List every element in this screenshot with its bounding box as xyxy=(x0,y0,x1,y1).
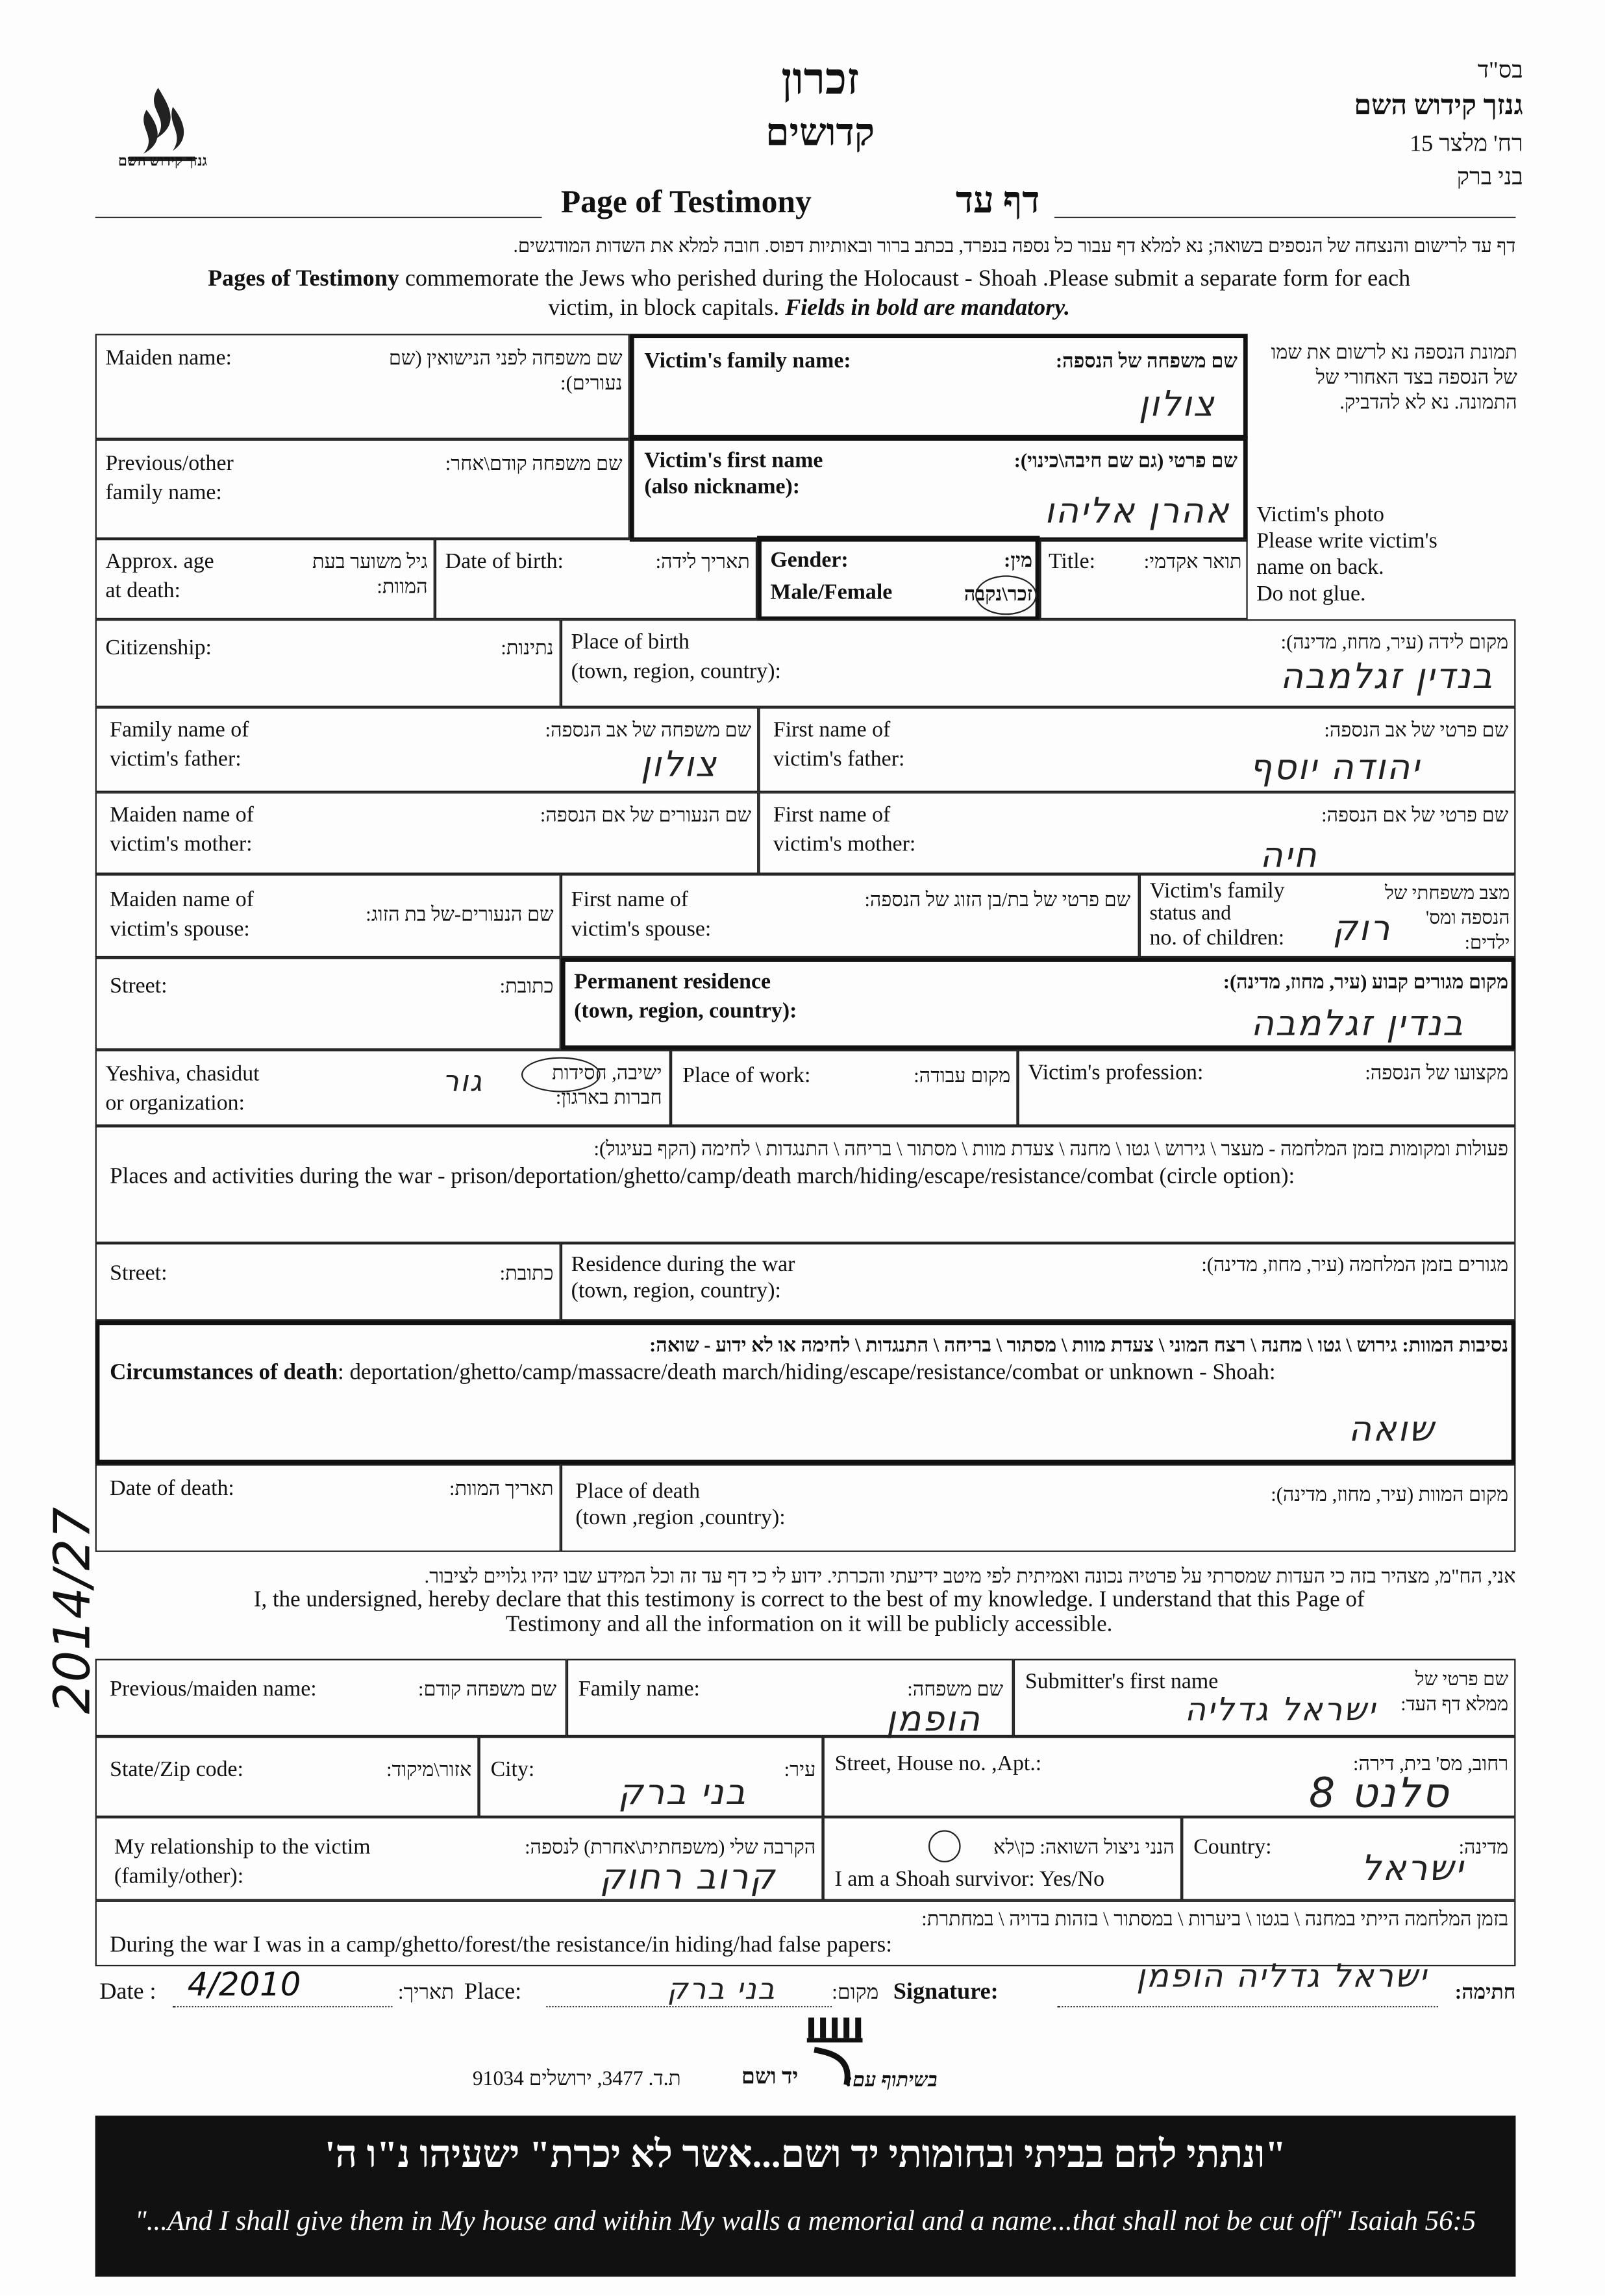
maiden-name-label-he: שם משפחה לפני הנישואין (שם נעורים): xyxy=(388,347,623,394)
title-kedoshim: קדושים xyxy=(765,111,875,154)
org-city: בני ברק xyxy=(1456,165,1523,191)
perm-res-label-1: Permanent residence xyxy=(574,970,771,994)
declaration-en-1: I, the undersigned, hereby declare that this testimony is correct to the best of my knowledge. I understand that this Page of xyxy=(253,1586,1365,1612)
mother-first-label-2: victim's mother: xyxy=(773,833,916,857)
sub-family-value: הופמן xyxy=(886,1698,982,1740)
war-activities-en: Places and activities during the war - prison/deportation/ghetto/camp/death march/hiding/escape/resistance/combat (circle option): xyxy=(110,1164,1295,1189)
father-family-label-2: victim's father: xyxy=(110,748,242,772)
victim-family-name-label-he: שם משפחה של הנספה: xyxy=(1056,350,1238,372)
work-label-he: מקום עבודה: xyxy=(914,1064,1011,1087)
sub-family-label: Family name: xyxy=(578,1677,700,1701)
rel-label-1: My relationship to the victim xyxy=(114,1836,371,1860)
mother-first-value: חיה xyxy=(1260,834,1318,876)
date-label-he: תאריך: xyxy=(397,1982,454,2005)
pod-label-he: מקום המוות (עיר, מחוז, מדינה): xyxy=(1271,1483,1509,1505)
photo-box-en-1: Victim's photo xyxy=(1256,503,1384,527)
declaration-he: אני, הח"מ, מצהיר בזה כי העדות שמסרתי על פרטיה נכונה ואמיתית לפי מיטב ידיעתי והכרתי. ידוע לי כי דף עד זה וכל המידע שבו יהיו גלויים לציבור. xyxy=(424,1565,1516,1587)
zip-label: State/Zip code: xyxy=(110,1758,243,1782)
country-label: Country: xyxy=(1193,1836,1272,1860)
yeshiva-label-he: ישיבה, חסידות חברות בארגון: xyxy=(552,1061,662,1109)
status-label-2: status and xyxy=(1149,903,1231,926)
mother-maiden-label-1: Maiden name of xyxy=(110,804,254,828)
margin-note: 2014/27 xyxy=(44,1507,103,1714)
pob-value: בנדין זגלמבה xyxy=(1280,656,1494,697)
rel-value: קרוב רחוק xyxy=(599,1856,777,1898)
father-first-label-2: victim's father: xyxy=(773,748,905,772)
sub-street-label-he: רחוב, מס' בית, דירה: xyxy=(1353,1752,1509,1775)
survivor-label-he: הנני ניצול השואה: כן\לא xyxy=(993,1836,1175,1858)
street-label: Street: xyxy=(110,975,168,999)
org-street: רח' מלצר 15 xyxy=(1410,131,1523,157)
father-family-label-he: שם משפחה של אב הנספה: xyxy=(545,719,752,741)
title-rule-left xyxy=(95,217,542,218)
dob-label-he: תאריך לידה: xyxy=(655,550,750,573)
gender-label-he: מין: xyxy=(1004,549,1033,571)
menorah-icon xyxy=(802,2015,876,2088)
war-res-label-1: Residence during the war xyxy=(571,1253,795,1277)
father-first-label-he: שם פרטי של אב הנספה: xyxy=(1324,719,1509,741)
yeshiva-value: גור xyxy=(442,1063,484,1098)
previous-name-label-he: שם משפחה קודם\אחר: xyxy=(445,452,623,475)
father-first-value: יהודה יוסף xyxy=(1249,747,1421,788)
pod-label-2: (town ,region ,country): xyxy=(575,1506,786,1530)
spouse-maiden-label-2: victim's spouse: xyxy=(110,918,250,942)
age-label-he: גיל משוער בעת המוות: xyxy=(312,550,428,598)
rel-label-2: (family/other): xyxy=(114,1865,244,1889)
gender-label-1: Gender: xyxy=(770,549,849,573)
signature-label: Signature: xyxy=(893,1979,999,2005)
sub-street-label: Street, House no. ,Apt.: xyxy=(834,1752,1042,1776)
title-zikaron: זכרון xyxy=(781,55,859,105)
intro-en-line1 xyxy=(103,267,1516,293)
city-label-he: עיר: xyxy=(784,1758,816,1781)
spouse-first-label-2: victim's spouse: xyxy=(571,918,712,942)
sub-family-label-he: שם משפחה: xyxy=(907,1677,1004,1700)
date-line xyxy=(173,2006,392,2007)
age-label-1: Approx. age xyxy=(105,550,214,574)
date-value[interactable]: 4/2010 xyxy=(187,1968,301,2005)
circumstances-en xyxy=(110,1360,1275,1387)
war-location-en: During the war I was in a camp/ghetto/forest/the resistance/in hiding/had false papers: xyxy=(110,1932,892,1958)
dod-label: Date of death: xyxy=(110,1477,234,1501)
victim-first-name-label-he: שם פרטי (גם שם חיבה\כינוי): xyxy=(1014,449,1238,472)
date-label: Date : xyxy=(99,1979,156,2005)
war-street-label-he: כתובת: xyxy=(499,1262,554,1285)
logo-text: גנזך קידוש השם xyxy=(118,153,207,170)
sub-first-label: Submitter's first name xyxy=(1025,1670,1219,1694)
partner-label: בשיתוף עם: xyxy=(846,2069,938,2091)
dod-label-he: תאריך המוות: xyxy=(449,1477,554,1500)
place-label-he: מקום: xyxy=(832,1982,879,2005)
intro-he: דף עד לרישום והנצחה של הנספים בשואה; נא למלא דף עבור כל נספה בנפרד, בכתב ברור ובאותיות דפוס. חובה למלא את השדות המודגשים. xyxy=(513,234,1516,256)
status-label-1: Victim's family xyxy=(1149,880,1285,904)
circumstances-en-bold: Circumstances of death xyxy=(110,1360,338,1385)
rel-label-he: הקרבה שלי (משפחתית\אחרת) לנספה: xyxy=(525,1836,816,1858)
street-field[interactable] xyxy=(95,957,561,1050)
street-label-he: כתובת: xyxy=(499,975,554,997)
place-label: Place: xyxy=(464,1979,522,2005)
mother-maiden-label-he: שם הנעורים של אם הנספה: xyxy=(540,804,752,826)
signature-value[interactable]: ישראל גדליה הופמן xyxy=(1136,1958,1428,1996)
title-rule-right xyxy=(1054,217,1515,218)
sub-prev-label: Previous/maiden name: xyxy=(110,1677,317,1701)
war-res-label-he: מגורים בזמן המלחמה (עיר, מחוז, מדינה): xyxy=(1201,1253,1509,1276)
pob-label-he: מקום לידה (עיר, מחוז, מדינה): xyxy=(1280,631,1509,653)
declaration-en-2: Testimony and all the information on it will be publicly accessible. xyxy=(505,1612,1113,1637)
sub-first-label-he: שם פרטי של ממלא דף העד: xyxy=(1400,1668,1509,1715)
intro-en-text: commemorate the Jews who perished during the Holocaust - Shoah .Please submit a separate form for each xyxy=(399,266,1411,291)
sub-prev-label-he: שם משפחה קודם: xyxy=(418,1677,557,1700)
war-activities-he: פעולות ומקומות בזמן המלחמה - מעצר \ גירוש \ גטו \ מחנה \ צעדת מוות \ מסתור \ בריחה \ התנגדות \ לחימה (הקף בעיגול): xyxy=(593,1137,1509,1160)
bsd-text: בס"ד xyxy=(1477,58,1523,84)
intro-en-bold: Pages of Testimony xyxy=(208,266,399,291)
yeshiva-label-2: or organization: xyxy=(105,1092,245,1116)
maiden-name-label: Maiden name: xyxy=(105,347,232,371)
war-street-label: Street: xyxy=(110,1262,168,1286)
spouse-first-label-1: First name of xyxy=(571,889,689,913)
survivor-no-circle xyxy=(928,1830,961,1862)
circumstances-value: שואה xyxy=(1348,1408,1436,1450)
footer-quote-en: "...And I shall give them in My house and within My walls a memorial and a name...that shall not be cut off" Isaiah 56:5 xyxy=(134,2206,1476,2238)
footer-band xyxy=(95,2116,1516,2277)
title-label: Title: xyxy=(1048,550,1096,574)
perm-res-label-he: מקום מגורים קבוע (עיר, מחוז, מדינה): xyxy=(1223,970,1509,993)
circumstances-he: נסיבות המוות: גירוש \ גטו \ מחנה \ רצח המוני \ צעדת מוות \ מסתור \ בריחה \ התנגדות \ לחימה או לא ידוע - שואה: xyxy=(649,1333,1509,1356)
intro-en-mandatory: Fields in bold are mandatory. xyxy=(785,295,1070,321)
victim-family-name-label: Victim's family name: xyxy=(644,350,851,374)
circumstances-en-text: : deportation/ghetto/camp/massacre/death march/hiding/escape/resistance/combat or unknown - Shoah: xyxy=(338,1360,1276,1385)
survivor-label-en: I am a Shoah survivor: Yes/No xyxy=(834,1868,1105,1892)
gender-label-2: Male/Female xyxy=(770,581,893,605)
mother-maiden-label-2: victim's mother: xyxy=(110,833,253,857)
spouse-first-label-he: שם פרטי של בת/בן הזוג של הנספה: xyxy=(864,889,1131,911)
status-label-3: no. of children: xyxy=(1149,926,1285,950)
yad-vashem-address: ת.ד. 3477, ירושלים 91034 xyxy=(472,2069,681,2091)
citizenship-label: Citizenship: xyxy=(105,637,212,661)
profession-label: Victim's profession: xyxy=(1028,1061,1204,1085)
gender-male-circle xyxy=(975,575,1037,615)
mother-first-label-1: First name of xyxy=(773,804,891,828)
father-family-label-1: Family name of xyxy=(110,719,249,743)
zip-label-he: אזור\מיקוד: xyxy=(386,1758,472,1781)
spouse-maiden-label-1: Maiden name of xyxy=(110,889,254,913)
age-label-2: at death: xyxy=(105,580,180,604)
perm-res-label-2: (town, region, country): xyxy=(574,1000,797,1024)
victim-family-name-value: צולון xyxy=(1138,383,1216,425)
logo-icon xyxy=(114,80,210,197)
spouse-maiden-label-he: שם הנעורים-של בת הזוג: xyxy=(366,903,554,926)
victim-first-name-value: אהרן אליהו xyxy=(1044,490,1230,532)
photo-box-en-2: Please write victim's xyxy=(1256,530,1437,554)
citizenship-field[interactable] xyxy=(95,619,561,707)
footer-quote-he: "ונתתי להם בביתי ובחומותי יד ושם...אשר לא יכרת" ישעיהו נ"ו ה' xyxy=(325,2133,1286,2176)
country-value: ישראל xyxy=(1361,1847,1465,1889)
sub-street-value: סלנט 8 xyxy=(1308,1768,1450,1818)
perm-res-value: בנדין זגלמבה xyxy=(1250,1003,1465,1044)
photo-box-en-3: name on back. xyxy=(1256,556,1384,580)
profession-label-he: מקצועו של הנספה: xyxy=(1365,1061,1509,1084)
status-value: רוק xyxy=(1332,907,1391,949)
city-label: City: xyxy=(490,1758,535,1782)
war-res-label-2: (town, region, country): xyxy=(571,1279,781,1303)
photo-box-en-4: Do not glue. xyxy=(1256,582,1366,606)
war-location-he: בזמן המלחמה הייתי במחנה \ בגטו \ ביערות \ במסתור \ בזהות בדויה \ במחתרת: xyxy=(921,1907,1509,1930)
signature-label-he: חתימה: xyxy=(1454,1982,1516,2005)
yeshiva-label-1: Yeshiva, chasidut xyxy=(105,1063,260,1087)
country-label-he: מדינה: xyxy=(1458,1836,1509,1858)
status-label-he: מצב משפחתי של הנספה ומס' ילדים: xyxy=(1384,881,1510,954)
pob-label-2: (town, region, country): xyxy=(571,660,781,684)
father-family-value: צולון xyxy=(640,743,718,785)
mother-first-label-he: שם פרטי של אם הנספה: xyxy=(1321,804,1509,826)
intro-en-text-2: victim, in block capitals. xyxy=(548,295,786,321)
place-value[interactable]: בני ברק xyxy=(667,1970,777,2006)
victim-first-name-label-2: (also nickname): xyxy=(644,476,801,500)
pob-label-1: Place of birth xyxy=(571,631,690,655)
previous-name-label-1: Previous/other xyxy=(105,452,234,476)
gender-options-he: זכר\נקבה xyxy=(964,582,1033,605)
chasidut-circle xyxy=(521,1057,601,1092)
father-first-label-1: First name of xyxy=(773,719,891,743)
city-value: בני ברק xyxy=(617,1771,747,1813)
page-title-en: Page of Testimony xyxy=(560,182,812,220)
title-label-he: תואר אקדמי: xyxy=(1143,550,1242,573)
page-title-he: דף עד xyxy=(955,181,1040,221)
yad-vashem-label: יד ושם xyxy=(741,2066,799,2090)
intro-en-line2 xyxy=(103,296,1516,323)
previous-name-label-2: family name: xyxy=(105,482,222,506)
citizenship-label-he: נתינות: xyxy=(501,637,554,659)
place-line xyxy=(546,2006,832,2007)
photo-box-he: תמונת הנספה נא לרשום את שמו של הנספה בצד האחורי של התמונה. נא לא להדביק. xyxy=(1271,341,1517,414)
sub-first-value: ישראל גדליה xyxy=(1184,1692,1377,1729)
victim-first-name-label-1: Victim's first name xyxy=(644,449,823,473)
work-label: Place of work: xyxy=(682,1064,811,1088)
dob-label: Date of birth: xyxy=(445,550,564,574)
org-name: גנזך קידוש השם xyxy=(1354,90,1523,122)
pod-label-1: Place of death xyxy=(575,1480,701,1504)
spouse-first-name-field[interactable] xyxy=(561,874,1139,958)
signature-line xyxy=(1057,2006,1437,2007)
